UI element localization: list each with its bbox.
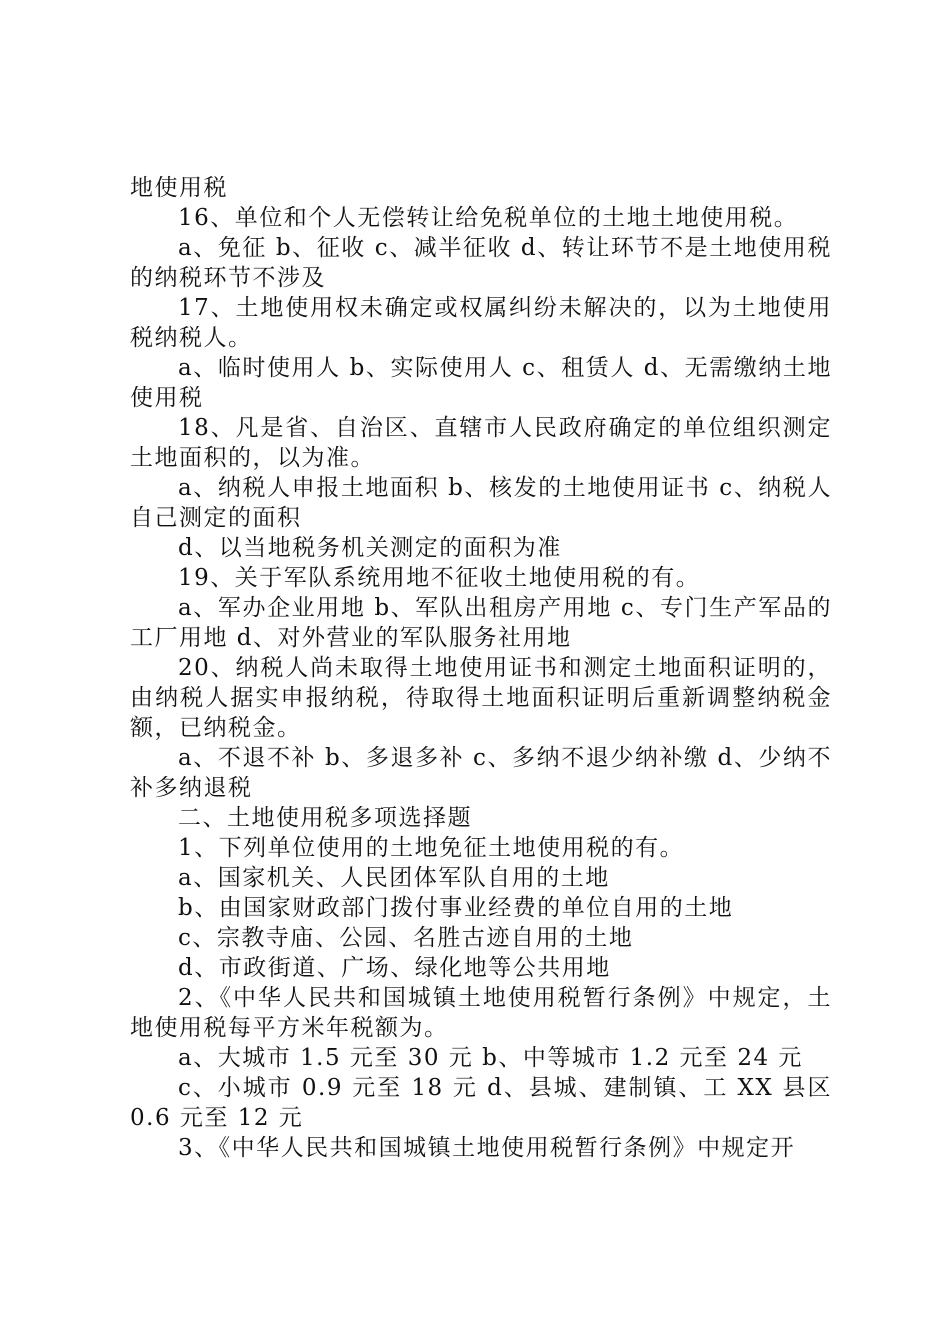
question-16-options: a、免征 b、征收 c、减半征收 d、转让环节不是土地使用税的纳税环节不涉及 xyxy=(130,235,832,291)
question-17: 17、土地使用权未确定或权属纠纷未解决的，以为土地使用税纳税人。 xyxy=(130,295,832,351)
question-20-options: a、不退不补 b、多退多补 c、多纳不退少纳补缴 d、少纳不补多纳退税 xyxy=(130,745,832,801)
document-body xyxy=(130,173,832,1163)
multi-question-3: 3、《中华人民共和国城镇土地使用税暂行条例》中规定开 xyxy=(178,1135,796,1161)
multi-question-1: 1、下列单位使用的土地免征土地使用税的有。 xyxy=(178,835,685,861)
question-19: 19、关于军队系统用地不征收土地使用税的有。 xyxy=(178,565,701,591)
multi-question-2: 2、《中华人民共和国城镇土地使用税暂行条例》中规定，土地使用税每平方米年税额为。 xyxy=(130,985,832,1041)
multi-question-2-options-cd: c、小城市 0.9 元至 18 元 d、县城、建制镇、工 XX 县区 0.6 元至 12 元 xyxy=(130,1075,832,1131)
section-heading: 二、土地使用税多项选择题 xyxy=(178,805,472,831)
question-19-options: a、军办企业用地 b、军队出租房产用地 c、专门生产军品的工厂用地 d、对外营业的军队服务社用地 xyxy=(130,595,832,651)
question-18-options: a、纳税人申报土地面积 b、核发的土地使用证书 c、纳税人自己测定的面积 xyxy=(130,475,832,531)
multi-question-1-option-c: c、宗教寺庙、公园、名胜古迹自用的土地 xyxy=(178,925,634,951)
multi-question-1-option-d: d、市政街道、广场、绿化地等公共用地 xyxy=(178,955,611,981)
multi-question-1-option-a: a、国家机关、人民团体军队自用的土地 xyxy=(178,865,610,891)
multi-question-1-option-b: b、由国家财政部门拨付事业经费的单位自用的土地 xyxy=(178,895,734,921)
question-17-options: a、临时使用人 b、实际使用人 c、租赁人 d、无需缴纳土地使用税 xyxy=(130,355,832,411)
multi-question-2-options-ab: a、大城市 1.5 元至 30 元 b、中等城市 1.2 元至 24 元 xyxy=(178,1045,803,1071)
question-18: 18、凡是省、自治区、直辖市人民政府确定的单位组织测定土地面积的，以为准。 xyxy=(130,415,832,471)
question-16: 16、单位和个人无偿转让给免税单位的土地土地使用税。 xyxy=(178,205,799,231)
question-18-option-d: d、以当地税务机关测定的面积为准 xyxy=(178,535,562,561)
question-20: 20、纳税人尚未取得土地使用证书和测定土地面积证明的，由纳税人据实申报纳税，待取得土地面积证明后重新调整纳税金额，已纳税金。 xyxy=(130,655,832,741)
paragraph-continuation: 地使用税 xyxy=(130,175,228,201)
